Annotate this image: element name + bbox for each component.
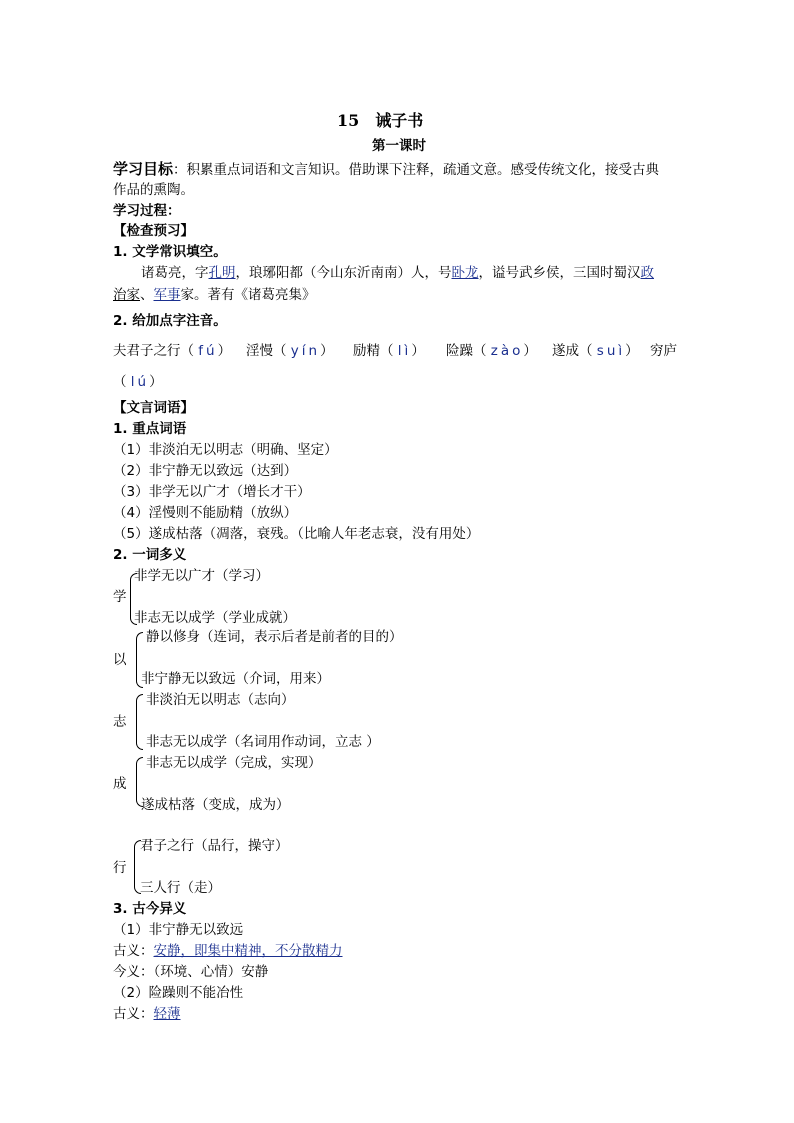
gujin-jin-1: [113, 962, 268, 982]
gujin-gu-label: 古义：: [113, 943, 154, 959]
polysemy-xue-b: 非志无以成学（学业成就）: [134, 610, 296, 626]
key-word-item: （4）淫慢则不能励精（放纵）: [113, 505, 298, 521]
q1-text: 诸葛亮，字: [141, 265, 209, 281]
pinyin-word: 励精: [353, 343, 380, 359]
polysemy-yi-a: 静以修身（连词，表示后者是前者的目的）: [146, 629, 403, 645]
key-words-title: 1. 重点词语: [113, 421, 187, 437]
question-1-line-2: [113, 285, 316, 305]
pinyin-word: 夫君子之行: [113, 343, 181, 359]
polysemy-xue-a: 非学无以广才（学习）: [134, 568, 269, 584]
polysemy-char-cheng: 成: [113, 776, 127, 792]
q1-text: 、: [140, 287, 154, 303]
gujin-item-2: （2）险躁则不能冶性: [113, 985, 244, 1001]
gujin-gu-answer: 安静，即集中精神，不分散精力: [153, 943, 343, 959]
key-word-item: （2）非宁静无以致远（达到）: [113, 463, 298, 479]
polysemy-title: 2. 一词多义: [113, 547, 187, 563]
polysemy-zhi-b: 非志无以成学（名词用作动词，立志 ）: [146, 734, 380, 750]
gujin-gu-label: 古义：: [113, 1006, 154, 1022]
pinyin-answer: zào: [490, 343, 524, 359]
wenyan-header: 【文言词语】: [113, 400, 194, 416]
key-word-item: （3）非学无以广才（增长才干）: [113, 484, 311, 500]
answer-junshi: 军事: [153, 287, 181, 303]
gujin-jin-answer: （环境、心情）安静: [153, 964, 269, 980]
question-1-line-1: [141, 263, 654, 283]
pinyin-answer: lú: [130, 374, 150, 390]
answer-kongming: 孔明: [208, 265, 236, 281]
brace-zhi: [136, 694, 143, 750]
pinyin-item: 险躁（ zào）: [446, 343, 537, 359]
polysemy-cheng-b: 遂成枯落（变成，成为）: [141, 797, 290, 813]
objective-line-1: [113, 159, 659, 180]
answer-zheng: 政: [640, 265, 654, 281]
polysemy-xing-b: 三人行（走）: [140, 880, 221, 896]
pinyin-item-wrap: （ lú）: [113, 374, 163, 390]
polysemy-yi-b: 非宁静无以致远（介词，用来）: [141, 671, 330, 687]
pinyin-word: 险躁: [446, 343, 473, 359]
pinyin-item: 淫慢（ yín）: [246, 343, 334, 359]
gujin-gu-2: [113, 1004, 181, 1024]
question-2-title: 2. 给加点字注音。: [113, 313, 227, 329]
q1-text: 家。著有《诸葛亮集》: [180, 287, 316, 303]
gujin-title: 3. 古今异义: [113, 901, 187, 917]
preview-header: 【检查预习】: [113, 223, 194, 239]
pinyin-item: 遂成（ suì）: [552, 343, 639, 359]
key-word-item: （1）非淡泊无以明志（明确、坚定）: [113, 442, 338, 458]
key-word-item: （5）遂成枯落（凋落，衰残。（比喻人年老志衰，没有用处）: [113, 526, 480, 542]
pinyin-answer: yín: [290, 343, 321, 359]
page-title: 15 诫子书: [337, 111, 424, 130]
polysemy-char-xing: 行: [113, 860, 127, 876]
pinyin-item: [650, 341, 677, 361]
pinyin-item: 励精（ lì）: [353, 343, 425, 359]
pinyin-answer: lì: [397, 343, 412, 359]
pinyin-answer: suì: [596, 343, 626, 359]
page-subtitle: 第一课时: [372, 138, 426, 154]
pinyin-word: 淫慢: [246, 343, 273, 359]
objective-text-1: ：积累重点词语和文言知识。借助课下注释，疏通文意。感受传统文化，接受古典: [173, 162, 660, 178]
polysemy-xing-a: 君子之行（品行，操守）: [140, 838, 289, 854]
pinyin-answer: fú: [198, 343, 218, 359]
gujin-gu-answer: 轻薄: [153, 1006, 181, 1022]
pinyin-item: 夫君子之行（ fú）: [113, 343, 232, 359]
q1-text: 治家: [113, 287, 140, 303]
question-1-title: 1. 文学常识填空。: [113, 244, 227, 260]
gujin-gu-1: [113, 941, 343, 961]
polysemy-char-zhi: 志: [113, 714, 127, 730]
pinyin-word: 遂成: [552, 343, 579, 359]
q1-text: ，琅琊阳都（今山东沂南南）人，号: [235, 265, 452, 281]
gujin-item-1: （1）非宁静无以致远: [113, 922, 244, 938]
q1-text: ，谥号武乡侯，三国时蜀汉: [478, 265, 641, 281]
polysemy-char-yi: 以: [113, 652, 127, 668]
process-label: 学习过程：: [113, 203, 181, 219]
polysemy-zhi-a: 非淡泊无以明志（志向）: [146, 692, 295, 708]
polysemy-char-xue: 学: [113, 589, 127, 605]
polysemy-cheng-a: 非志无以成学（完成，实现）: [146, 755, 322, 771]
answer-wolong: 卧龙: [451, 265, 479, 281]
gujin-jin-label: 今义：: [113, 964, 154, 980]
objective-label: 学习目标: [113, 160, 174, 178]
objective-line-2: 作品的熏陶。: [113, 182, 194, 198]
pinyin-word: 穷庐: [650, 343, 677, 359]
